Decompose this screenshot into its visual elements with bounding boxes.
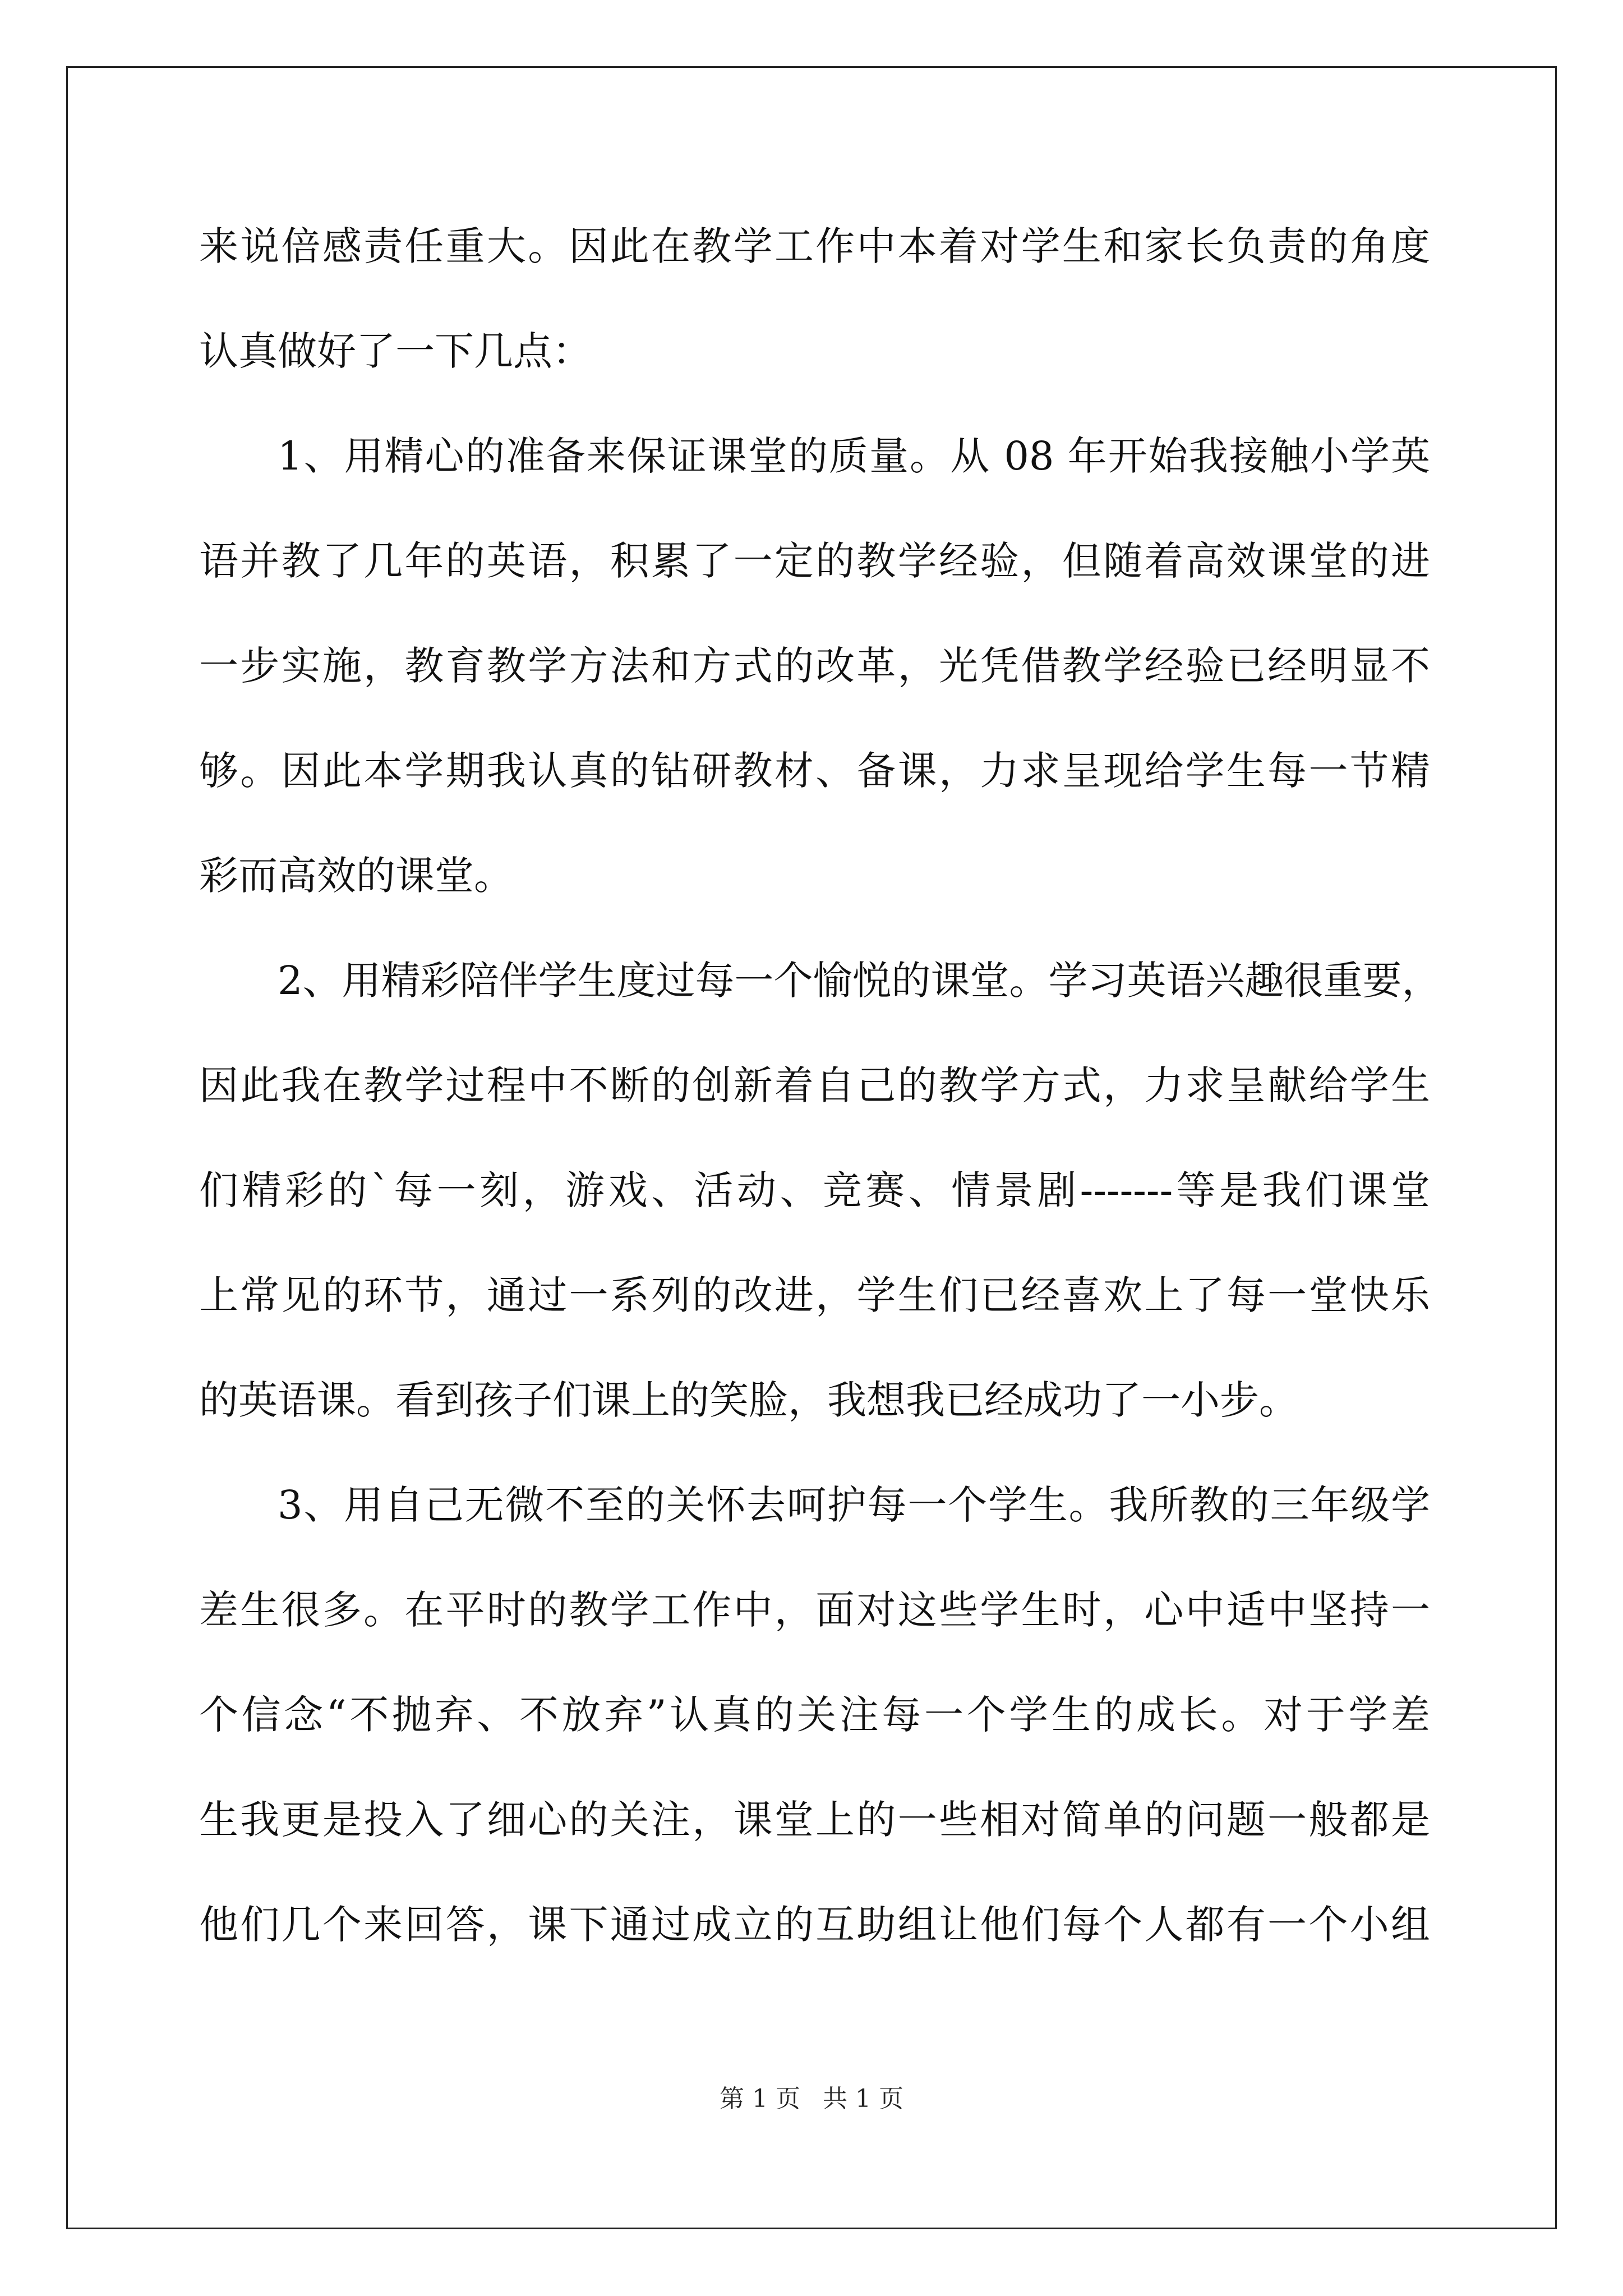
text-line: 来说倍感责任重大。因此在教学工作中本着对学生和家长负责的角度 — [199, 223, 1430, 269]
page-number: 第 1 页 — [720, 2085, 800, 2113]
paragraph-start-line: 3、用自己无微不至的关怀去呵护每一个学生。我所教的三年级学 — [278, 1482, 1430, 1528]
paragraph-start-line: 2、用精彩陪伴学生度过每一个愉悦的课堂。学习英语兴趣很重要， — [278, 958, 1441, 1004]
text-line: 个信念“不抛弃、不放弃”认真的关注每一个学生的成长。对于学差 — [199, 1692, 1430, 1738]
text-line: 够。因此本学期我认真的钻研教材、备课，力求呈现给学生每一节精 — [199, 748, 1430, 794]
text-line: 差生很多。在平时的教学工作中，面对这些学生时，心中适中坚持一 — [199, 1587, 1430, 1633]
text-line: 彩而高效的课堂。 — [199, 853, 513, 899]
text-line: 因此我在教学过程中不断的创新着自己的教学方式，力求呈献给学生 — [199, 1062, 1430, 1108]
page-total: 共 1 页 — [823, 2085, 903, 2113]
text-line: 们精彩的`每一刻，游戏、活动、竞赛、情景剧-------等是我们课堂 — [199, 1167, 1430, 1213]
text-line: 语并教了几年的英语，积累了一定的教学经验，但随着高效课堂的进 — [199, 538, 1430, 584]
text-line: 他们几个来回答，课下通过成立的互助组让他们每个人都有一个小组 — [199, 1902, 1430, 1948]
text-line: 一步实施，教育教学方法和方式的改革，光凭借教学经验已经明显不 — [199, 643, 1430, 689]
text-line: 生我更是投入了细心的关注，课堂上的一些相对简单的问题一般都是 — [199, 1797, 1430, 1843]
text-line: 上常见的环节，通过一系列的改进，学生们已经喜欢上了每一堂快乐 — [199, 1272, 1430, 1318]
document-body — [199, 220, 1441, 2003]
text-line: 认真做好了一下几点： — [199, 328, 592, 374]
text-line: 的英语课。看到孩子们课上的笑脸，我想我已经成功了一小步。 — [199, 1377, 1298, 1423]
page-footer — [0, 2082, 1623, 2116]
paragraph-start-line: 1、用精心的准备来保证课堂的质量。从 08 年开始我接触小学英 — [278, 433, 1430, 479]
